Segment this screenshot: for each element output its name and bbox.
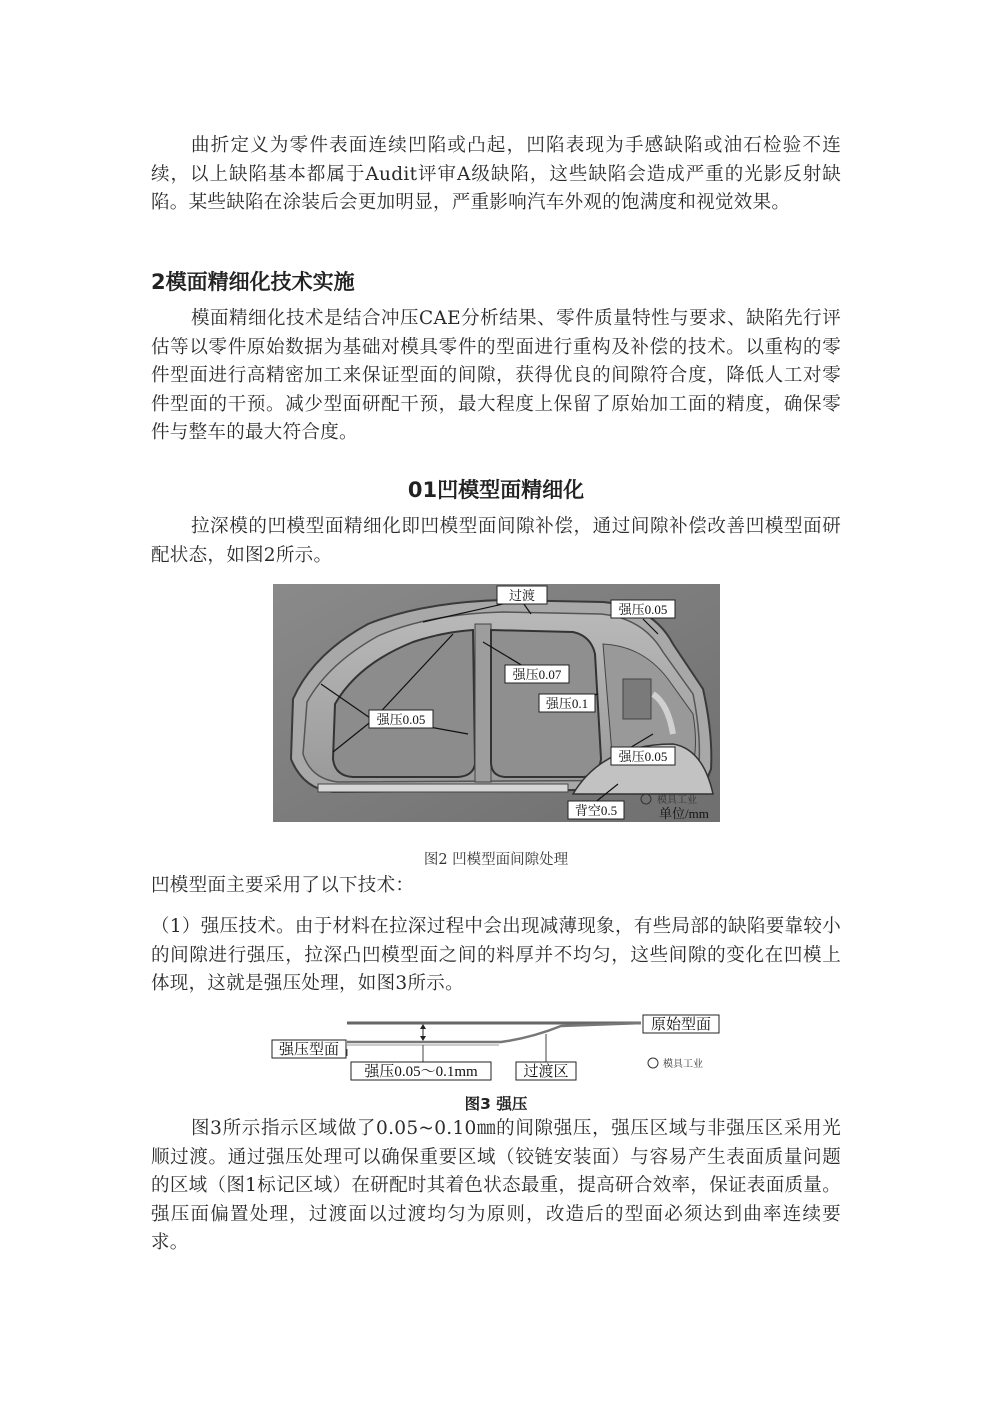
svg-text:强压型面: 强压型面 <box>278 1042 340 1058</box>
label-original-surface <box>643 1015 719 1033</box>
label-press-top-right <box>611 600 675 618</box>
svg-text:原始型面: 原始型面 <box>650 1017 712 1033</box>
paragraph-press-technique: （1）强压技术。由于材料在拉深过程中会出现减薄现象，有些局部的缺陷要靠较小的间隙进行强压，拉深凸凹模型面之间的料厚并不均匀，这些间隙的变化在凹模上体现，这就是强压处理，如图3所示。 <box>151 916 841 994</box>
label-transition-zone <box>516 1062 576 1080</box>
svg-text:过渡区: 过渡区 <box>523 1064 569 1080</box>
paragraph-technology: 模面精细化技术是结合冲压CAE分析结果、零件质量特性与要求、缺陷先行评估等以零件原始数据为基础对模具零件的型面进行重构及补偿的技术。以重构的零件型面进行高精密加工来保证型面的间隙，获得优良的间隙符合度，降低人工对零件型面的干预。减少型面研配干预，最大程度上保留了原始加工面的精度，确保零件与整车的最大符合度。 <box>151 308 841 443</box>
svg-text:强压0.05～0.1mm: 强压0.05～0.1mm <box>364 1064 478 1080</box>
unit-label: 单位/mm <box>659 806 709 821</box>
label-press-left <box>369 710 433 728</box>
watermark-figure-3 <box>648 1057 703 1070</box>
section-heading: 2模面精细化技术实施 <box>151 270 355 294</box>
svg-text:背空0.5: 背空0.5 <box>574 803 618 818</box>
subsection-heading: 01凹模型面精细化 <box>407 478 585 502</box>
svg-text:模具工业: 模具工业 <box>663 1059 703 1070</box>
paragraph-die-surface: 拉深模的凹模型面精细化即凹模型面间隙补偿，通过间隙补偿改善凹模型面研配状态，如图2所示。 <box>151 516 841 566</box>
label-back-clearance <box>568 801 624 819</box>
figure-2-image <box>273 584 720 822</box>
figure-3-diagram <box>271 1012 721 1084</box>
svg-text:过渡: 过渡 <box>508 588 536 603</box>
svg-text:强压0.07: 强压0.07 <box>512 667 562 682</box>
svg-text:强压0.05: 强压0.05 <box>618 749 668 764</box>
label-press-surface <box>272 1040 346 1058</box>
label-press-007 <box>505 665 569 683</box>
paragraph-defects: 曲折定义为零件表面连续凹陷或凸起，凹陷表现为手感缺陷或油石检验不连续，以上缺陷基本都属于Audit评审A级缺陷，这些缺陷会造成严重的光影反射缺陷。某些缺陷在涂装后会更加明显，严重影响汽车外观的饱满度和视觉效果。 <box>151 135 841 213</box>
label-press-bottom-right <box>611 747 675 765</box>
svg-text:强压0.1: 强压0.1 <box>545 696 589 711</box>
label-transition <box>497 586 547 604</box>
figure-2-caption: 图2 凹模型面间隙处理 <box>423 852 569 868</box>
paragraph-press-result: 图3所示指示区域做了0.05~0.10㎜的间隙强压，强压区域与非强压区采用光顺过渡。通过强压处理可以确保重要区域（铰链安装面）与容易产生表面质量问题的区域（图1标记区域）在研配时其着色状态最重，提高研合效率，保证表面质量。强压面偏置处理，过渡面以过渡均匀为原则，改造后的型面必须达到曲率连续要求。 <box>151 1118 841 1253</box>
paragraph-techniques-intro: 凹模型面主要采用了以下技术： <box>151 875 415 896</box>
svg-text:强压0.05: 强压0.05 <box>376 712 426 727</box>
label-press-01 <box>539 694 595 712</box>
label-press-range <box>351 1062 491 1080</box>
svg-text:模具工业: 模具工业 <box>657 795 697 806</box>
svg-text:强压0.05: 强压0.05 <box>618 602 668 617</box>
figure-3-caption: 图3 强压 <box>464 1095 528 1113</box>
